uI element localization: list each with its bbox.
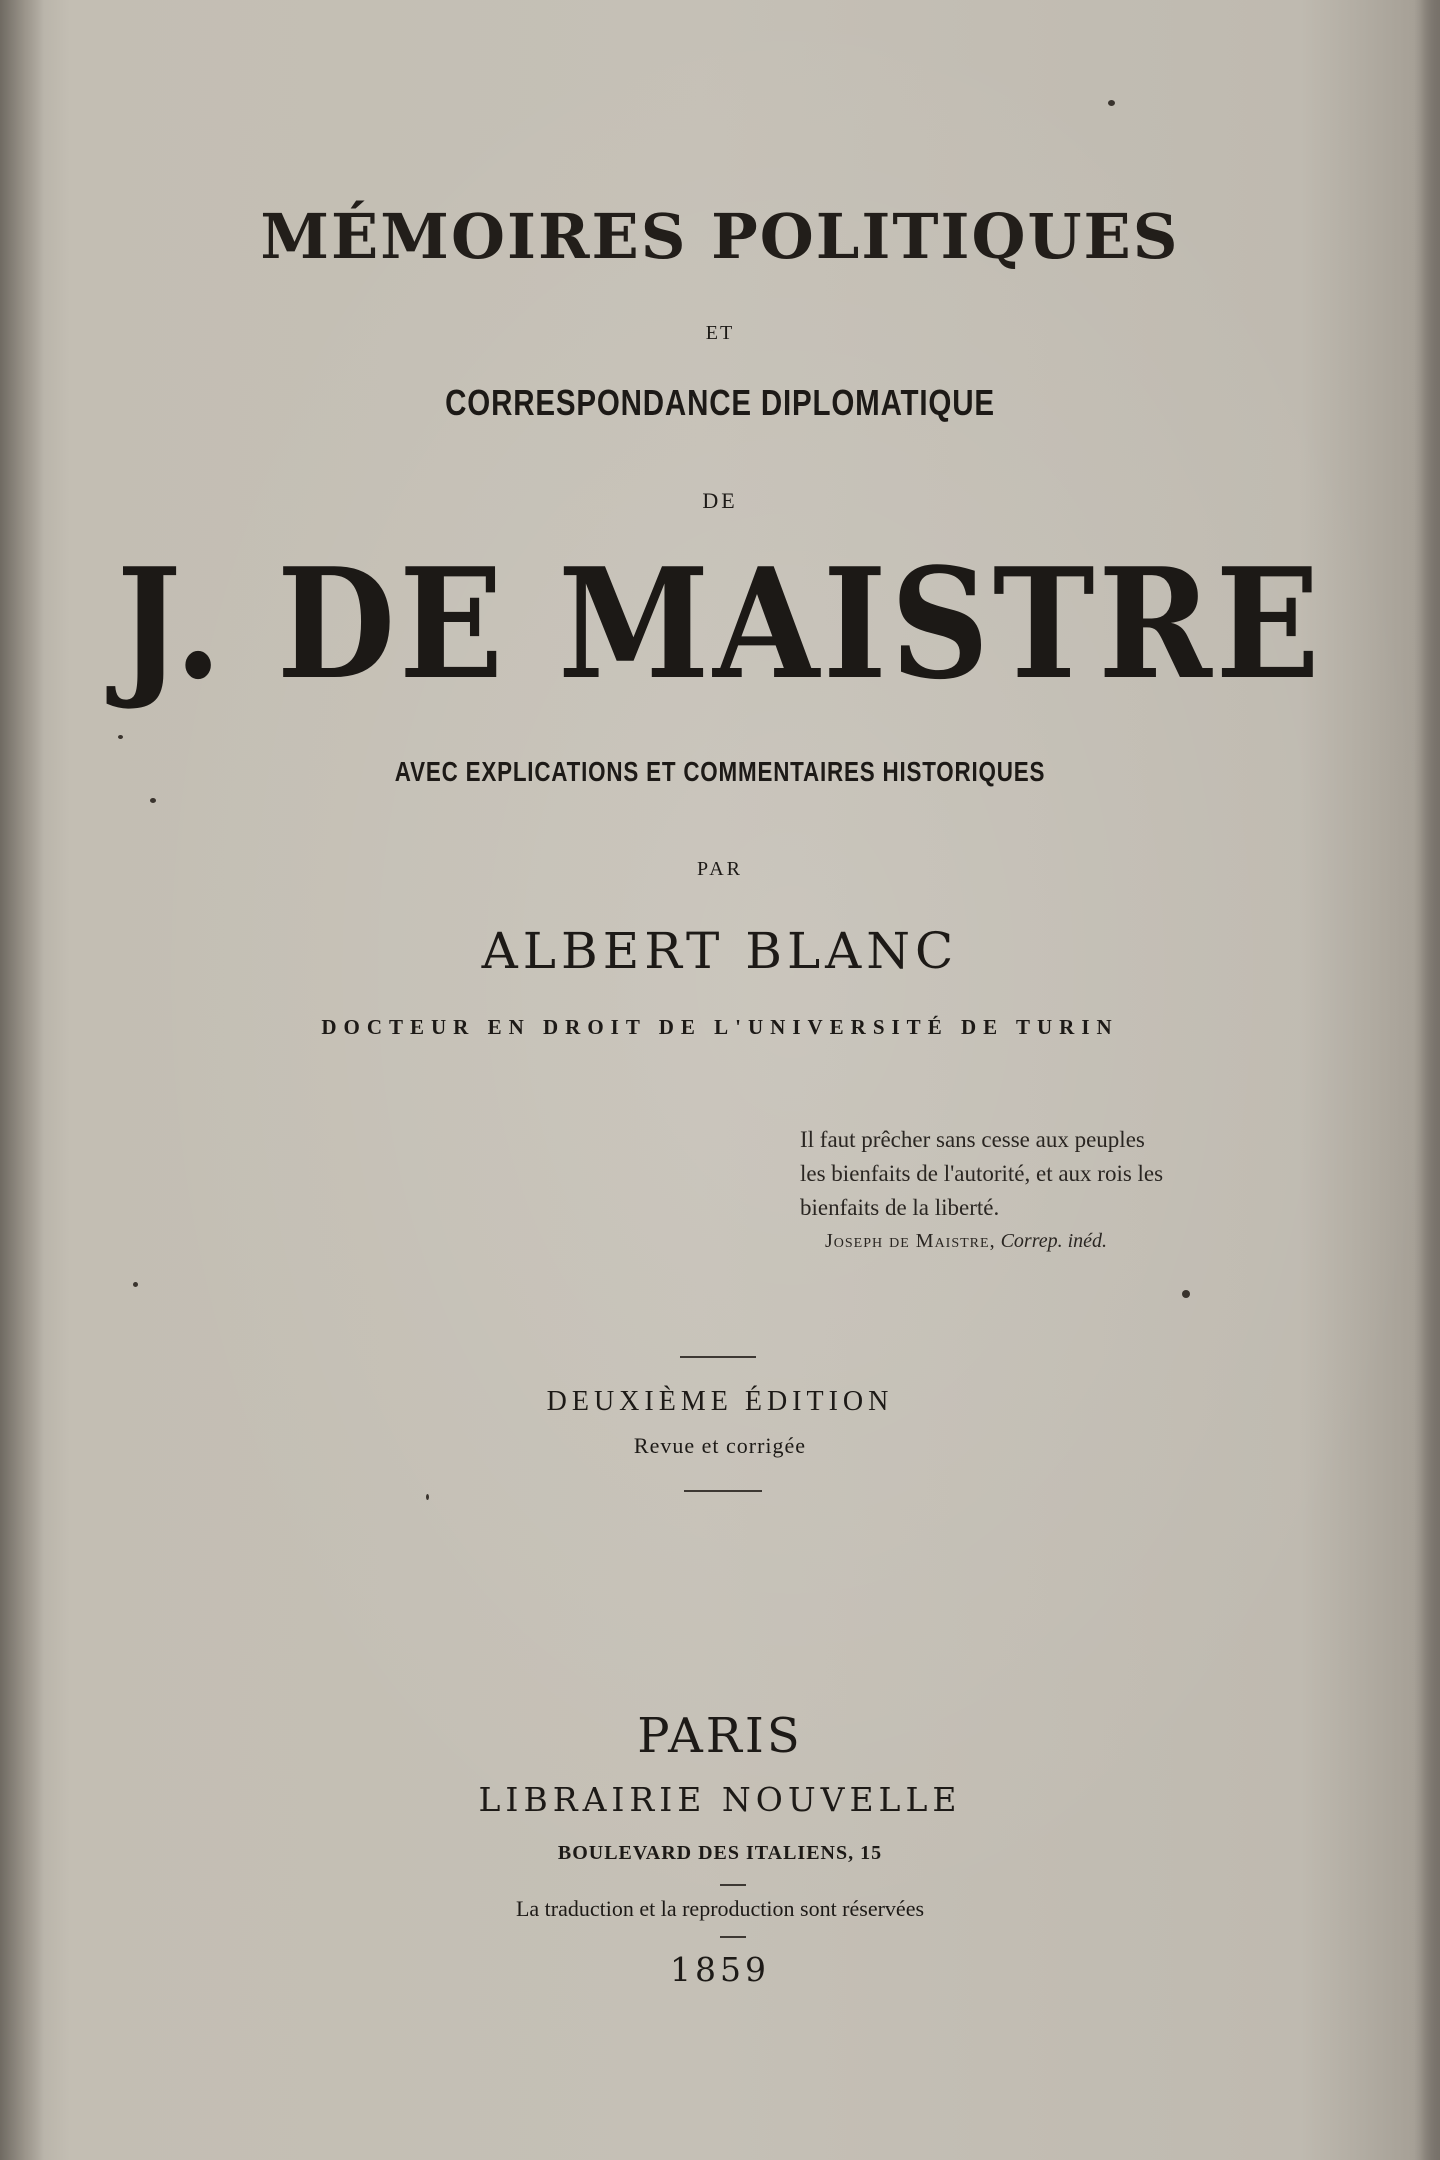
paper-speck: [133, 1282, 138, 1287]
by-label: PAR: [696, 858, 744, 880]
paper-speck: [118, 735, 123, 739]
epigraph-line-3: bienfaits de la liberté.: [800, 1195, 1000, 1220]
epigraph: [800, 1123, 1230, 1225]
epigraph-line-2: les bienfaits de l'autorité, et aux rois les: [800, 1161, 1164, 1186]
editor-name: ALBERT BLANC: [481, 922, 959, 980]
epigraph-source-author: Joseph de Maistre,: [825, 1230, 996, 1252]
imprint-year: 1859: [670, 1950, 770, 1989]
paper-speck: [1182, 1290, 1190, 1298]
imprint-dash-2: [720, 1936, 746, 1938]
imprint-rights: La traduction et la reproduction sont réservées: [515, 1896, 925, 1921]
imprint-address: BOULEVARD DES ITALIENS, 15: [557, 1842, 883, 1864]
imprint-dash-1: [720, 1884, 746, 1886]
author-name: J. DE MAISTRE: [116, 534, 1324, 713]
subtitle: AVEC EXPLICATIONS ET COMMENTAIRES HISTORIQUES: [394, 756, 1046, 787]
epigraph-source: [825, 1230, 1107, 1253]
title-preposition: DE: [702, 488, 738, 513]
epigraph-line-1: Il faut prêcher sans cesse aux peuples: [800, 1127, 1145, 1152]
paper-speck: [150, 798, 156, 803]
title-line-correspondance: CORRESPONDANCE DIPLOMATIQUE: [445, 382, 995, 423]
imprint-city: PARIS: [637, 1708, 803, 1764]
divider-rule-top: [680, 1356, 756, 1358]
title-conjunction: ET: [705, 322, 735, 344]
edition-note: Revue et corrigée: [633, 1433, 807, 1458]
divider-rule-bottom: [684, 1490, 762, 1492]
title-line-memoires: MÉMOIRES POLITIQUES: [260, 200, 1180, 273]
editor-degree: DOCTEUR EN DROIT DE L'UNIVERSITÉ DE TURIN: [321, 1015, 1119, 1039]
epigraph-source-work: Correp. inéd.: [1000, 1230, 1108, 1252]
edition-label: DEUXIÈME ÉDITION: [546, 1386, 894, 1417]
paper-speck: [426, 1494, 429, 1500]
imprint-publisher: LIBRAIRIE NOUVELLE: [478, 1780, 962, 1819]
paper-speck: [1108, 100, 1115, 106]
